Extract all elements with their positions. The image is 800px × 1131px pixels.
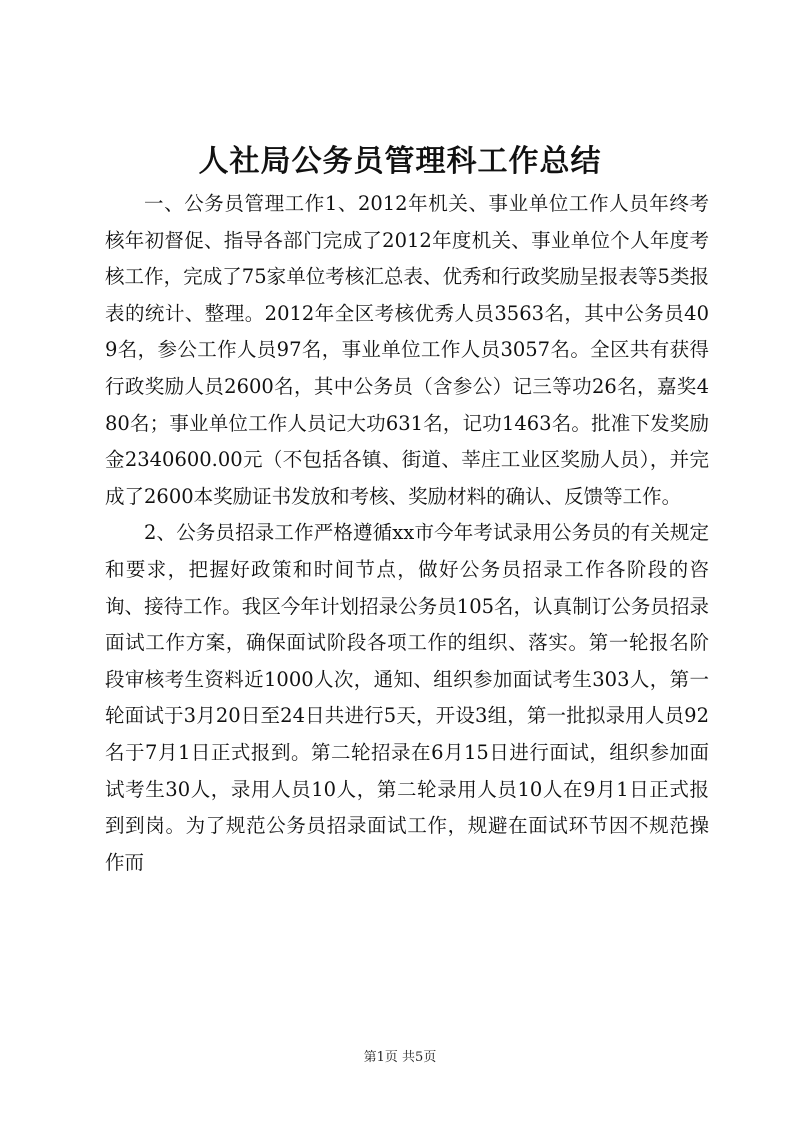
paragraph-1: 一、公务员管理工作1、2012年机关、事业单位工作人员年终考核年初督促、指导各部门完成了2012年度机关、事业单位个人年度考核工作，完成了75家单位考核汇总表、优秀和行政奖励呈报表等5类报表的统计、整理。2012年全区考核优秀人员3563名，其中公务员409名，参公工作人员97名，事业单位工作人员3057名。全区共有获得行政奖励人员2600名，其中公务员（含参公）记三等功26名，嘉奖480名；事业单位工作人员记大功631名，记功1463名。批准下发奖励金2340600.00元（不包括各镇、街道、莘庄工业区奖励人员），并完成了2600本奖励证书发放和考核、奖励材料的确认、反馈等工作。 xyxy=(105,192,709,508)
document-title: 人社局公务员管理科工作总结 xyxy=(198,144,602,179)
page-footer: 第1页 共5页 xyxy=(363,1050,437,1065)
document-body xyxy=(105,186,709,881)
paragraph-2: 2、公务员招录工作严格遵循xx市今年考试录用公务员的有关规定和要求，把握好政策和时间节点，做好公务员招录工作各阶段的咨询、接待工作。我区今年计划招录公务员105名，认真制订公务员招录面试工作方案，确保面试阶段各项工作的组织、落实。第一轮报名阶段审核考生资料近1000人次，通知、组织参加面试考生303人，第一轮面试于3月20日至24日共进行5天，开设3组，第一批拟录用人员92名于7月1日正式报到。第二轮招录在6月15日进行面试，组织参加面试考生30人，录用人员10人，第二轮录用人员10人在9月1日正式报到到岗。为了规范公务员招录面试工作，规避在面试环节因不规范操作而 xyxy=(105,521,709,874)
